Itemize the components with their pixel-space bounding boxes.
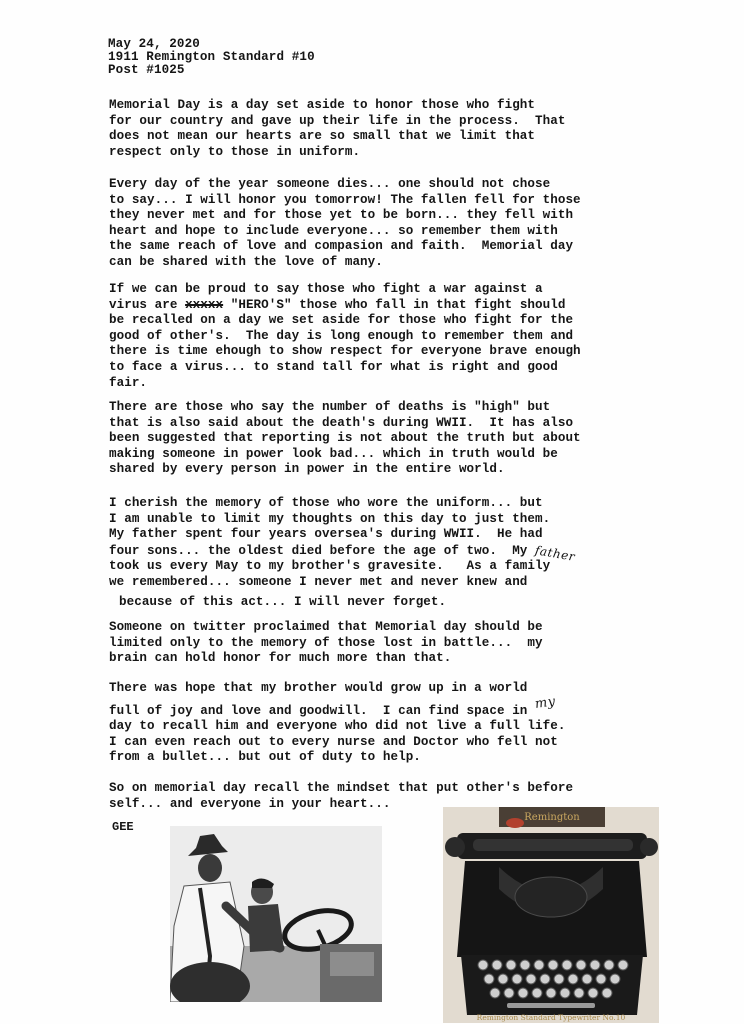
text-line: to face a virus... to stand tall for what is right and good xyxy=(109,359,558,374)
typewriter-model: 1911 Remington Standard #10 xyxy=(108,50,315,64)
handwritten-word: my xyxy=(533,693,557,712)
text-line: I cherish the memory of those who wore the uniform... but xyxy=(109,496,543,510)
text-line: to say... I will honor you tomorrow! The fallen fell for those xyxy=(109,192,581,207)
father-photo-illustration xyxy=(170,826,382,1002)
text-line: So on memorial day recall the mindset that put other's before xyxy=(109,781,574,795)
text-line: be recalled on a day we set aside for those who fight for the xyxy=(109,313,574,328)
text-segment: virus are xyxy=(109,297,186,312)
paragraph-3 xyxy=(109,282,669,391)
paragraph-1 xyxy=(109,98,669,160)
text-line: good of other's. The day is long enough to remember them and xyxy=(109,328,574,343)
text-line: Every day of the year someone dies... one should not chose xyxy=(109,177,551,191)
text-line: we remembered... someone I never met and never knew and xyxy=(109,574,528,589)
text-line: shared by every person in power in the entire world. xyxy=(109,462,505,477)
text-line: brain can hold honor for much more than that. xyxy=(109,651,452,666)
text-line: Memorial Day is a day set aside to honor those who fight xyxy=(109,98,536,112)
paragraph-2 xyxy=(109,177,669,271)
text-segment: full of joy and love and goodwill. I can find space in xyxy=(109,703,536,718)
typewriter-plate-label: Remington Standard Typewriter No.10 xyxy=(476,1013,626,1022)
text-line: self... and everyone in your heart... xyxy=(109,796,391,811)
text-line: been suggested that reporting is not about the truth but about xyxy=(109,431,581,446)
paragraph-5 xyxy=(109,496,669,610)
text-line: respect only to those in uniform. xyxy=(109,144,361,159)
text-line: from a bullet... but out of duty to help. xyxy=(109,750,421,765)
paragraph-7 xyxy=(109,681,669,766)
text-line: heart and hope to include everyone... so remember them with xyxy=(109,223,558,238)
post-date: May 24, 2020 xyxy=(108,37,200,51)
text-line: Someone on twitter proclaimed that Memorial day should be xyxy=(109,620,543,634)
typewriter-brand-label: Remington xyxy=(524,812,580,823)
text-line: they never met and for those yet to be born... they fell with xyxy=(109,208,574,223)
text-line: There was hope that my brother would grow up in a world xyxy=(109,681,528,695)
text-line xyxy=(109,693,669,720)
text-line xyxy=(109,298,669,314)
text-line: I can even reach out to every nurse and Doctor who fell not xyxy=(109,734,558,749)
post-number: Post #1025 xyxy=(108,63,185,77)
text-line: day to recall him and everyone who did not live a full life. xyxy=(109,719,566,734)
photo-father-and-child-on-tractor xyxy=(170,826,382,1002)
text-line: can be shared with the love of many. xyxy=(109,254,383,269)
handwritten-word: father xyxy=(533,542,577,564)
text-segment: four sons... the oldest died before the age of two. My xyxy=(109,543,536,558)
typewriter-illustration xyxy=(443,807,659,1023)
text-line: If we can be proud to say those who fight a war against a xyxy=(109,282,543,296)
text-line: does not mean our hearts are so small that we limit that xyxy=(109,129,536,144)
text-line: the same reach of love and compasion and faith. Memorial day xyxy=(109,239,574,254)
text-line xyxy=(109,542,669,564)
text-line: limited only to the memory of those lost in battle... my xyxy=(109,635,543,650)
text-line: My father spent four years oversea's during WWII. He had xyxy=(109,527,543,542)
text-line: because of this act... I will never forget. xyxy=(119,594,447,609)
text-line: fair. xyxy=(109,375,148,390)
text-segment: "HERO'S" those who fall in that fight should xyxy=(223,297,566,312)
text-line: I am unable to limit my thoughts on this day to just them. xyxy=(109,511,551,526)
text-line: for our country and gave up their life in the process. That xyxy=(109,113,566,128)
paragraph-6 xyxy=(109,620,669,667)
photo-remington-typewriter xyxy=(443,807,659,1023)
signature: GEE xyxy=(112,820,134,834)
text-line: making someone in power look bad... which in truth would be xyxy=(109,446,558,461)
struck-out-text: xxxxx xyxy=(185,297,224,312)
text-line: There are those who say the number of deaths is "high" but xyxy=(109,400,551,414)
paragraph-4 xyxy=(109,400,669,478)
text-line: that is also said about the death's during WWII. It has also xyxy=(109,415,574,430)
text-line: took us every May to my brother's gravesite. As a family xyxy=(109,559,551,574)
post-header xyxy=(108,38,315,77)
text-line: there is time ehough to show respect for everyone brave enough xyxy=(109,344,581,359)
